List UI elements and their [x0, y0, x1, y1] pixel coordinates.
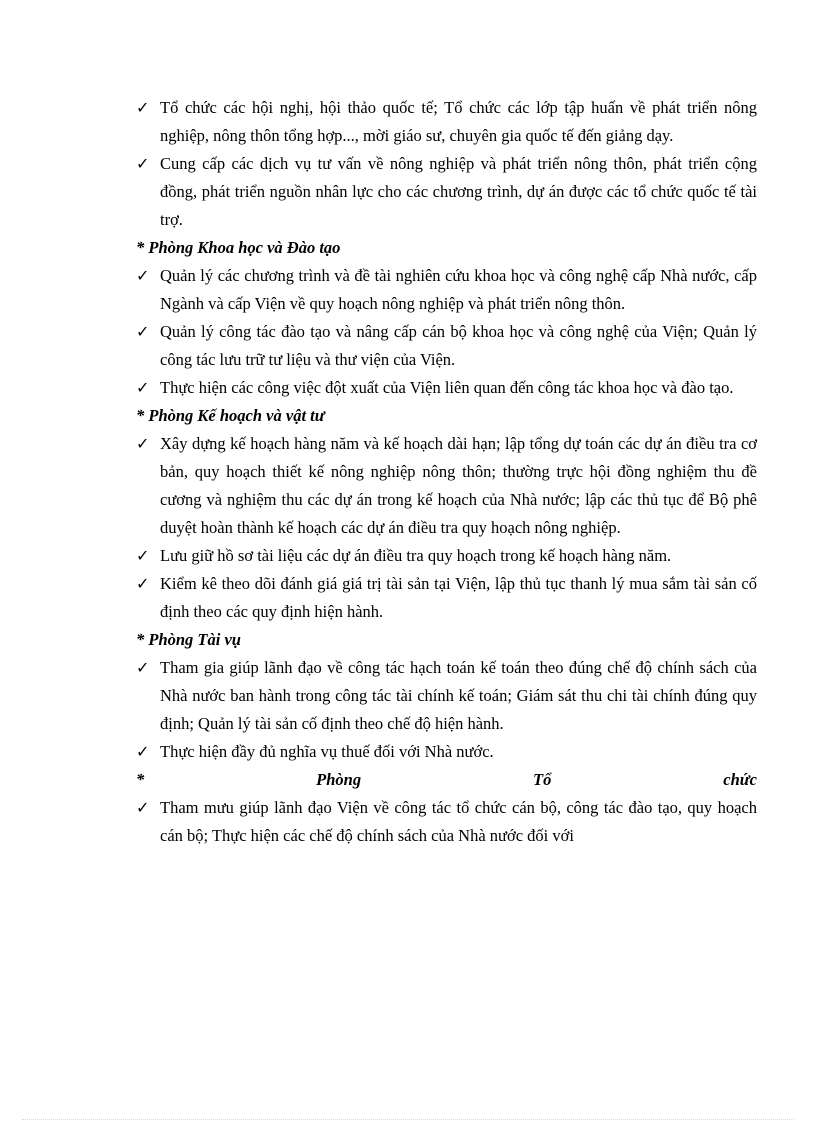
heading-word: chức	[723, 770, 757, 789]
list-item	[136, 794, 757, 850]
list-item-text: Quản lý công tác đào tạo và nâng cấp cán bộ khoa học và công nghệ của Viện; Quản lý công tác lưu trữ tư liệu và thư viện của Viện.	[160, 322, 757, 369]
list-item	[136, 542, 757, 570]
list-item	[136, 570, 757, 626]
list-item-text: Xây dựng kế hoạch hàng năm và kế hoạch dài hạn; lập tổng dự toán các dự án điều tra cơ bản, quy hoạch thiết kế nông nghiệp nông thôn; thường trực hội đồng nghiệm thu đề cương và nghiệm thu các dự án trong kế hoạch của Nhà nước; lập các thủ tục để Bộ phê duyệt hoàn thành kế hoạch các dự án điều tra quy hoạch nông nghiệp.	[160, 434, 757, 537]
section-heading-ke-hoach-vat-tu: * Phòng Kế hoạch và vật tư	[136, 406, 325, 425]
list-item-text: Tổ chức các hội nghị, hội thảo quốc tế; Tổ chức các lớp tập huấn về phát triển nông nghiệp, nông thôn tổng hợp..., mời giáo sư, chuyên gia quốc tế đến giảng dạy.	[160, 98, 757, 145]
checkmark-icon: ✓	[136, 546, 150, 565]
section-heading-to-chuc	[136, 766, 757, 794]
list-item	[136, 262, 757, 318]
list-item-text: Thực hiện đầy đủ nghĩa vụ thuế đối với Nhà nước.	[160, 742, 494, 761]
list-item	[136, 150, 757, 234]
checkmark-icon: ✓	[136, 322, 150, 341]
checkmark-icon: ✓	[136, 658, 150, 677]
list-item	[136, 430, 757, 542]
heading-word: *	[136, 770, 145, 789]
list-item	[136, 738, 757, 766]
checkmark-icon: ✓	[136, 742, 150, 761]
list-item	[136, 654, 757, 738]
list-item-text: Tham gia giúp lãnh đạo về công tác hạch toán kế toán theo đúng chế độ chính sách của Nhà nước ban hành trong công tác tài chính kế toán; Giám sát thu chi tài chính đúng quy định; Quản lý tài sản cố định theo chế độ hiện hành.	[160, 658, 757, 733]
checkmark-icon: ✓	[136, 154, 150, 173]
list-item-text: Cung cấp các dịch vụ tư vấn về nông nghiệp và phát triển nông thôn, phát triển cộng đồng, phát triển nguồn nhân lực cho các chương trình, dự án được các tổ chức quốc tế tài trợ.	[160, 154, 757, 229]
heading-word: Phòng	[316, 770, 362, 789]
list-item-text: Thực hiện các công việc đột xuất của Viện liên quan đến công tác khoa học và đào tạo.	[160, 378, 734, 397]
section-heading-khoa-hoc-dao-tao: * Phòng Khoa học và Đào tạo	[136, 238, 341, 257]
document-body	[136, 94, 757, 850]
list-item-text: Tham mưu giúp lãnh đạo Viện về công tác tổ chức cán bộ, công tác đào tạo, quy hoạch cán bộ; Thực hiện các chế độ chính sách của Nhà nước đối với	[160, 798, 757, 845]
list-item-text: Kiểm kê theo dõi đánh giá giá trị tài sản tại Viện, lập thủ tục thanh lý mua sắm tài sản cố định theo các quy định hiện hành.	[160, 574, 757, 621]
checkmark-icon: ✓	[136, 98, 150, 117]
checkmark-icon: ✓	[136, 266, 150, 285]
heading-word: Tổ	[533, 770, 552, 789]
list-item	[136, 374, 757, 402]
page-bottom-divider	[22, 1119, 794, 1120]
section-heading-tai-vu: * Phòng Tài vụ	[136, 630, 241, 649]
list-item-text: Quản lý các chương trình và đề tài nghiên cứu khoa học và công nghệ cấp Nhà nước, cấp Ngành và cấp Viện về quy hoạch nông nghiệp và phát triển nông thôn.	[160, 266, 757, 313]
checkmark-icon: ✓	[136, 434, 150, 453]
checkmark-icon: ✓	[136, 574, 150, 593]
list-item	[136, 94, 757, 150]
checkmark-icon: ✓	[136, 798, 150, 817]
list-item	[136, 318, 757, 374]
document-page	[136, 94, 757, 850]
checkmark-icon: ✓	[136, 378, 150, 397]
list-item-text: Lưu giữ hồ sơ tài liệu các dự án điều tra quy hoạch trong kế hoạch hàng năm.	[160, 546, 672, 565]
